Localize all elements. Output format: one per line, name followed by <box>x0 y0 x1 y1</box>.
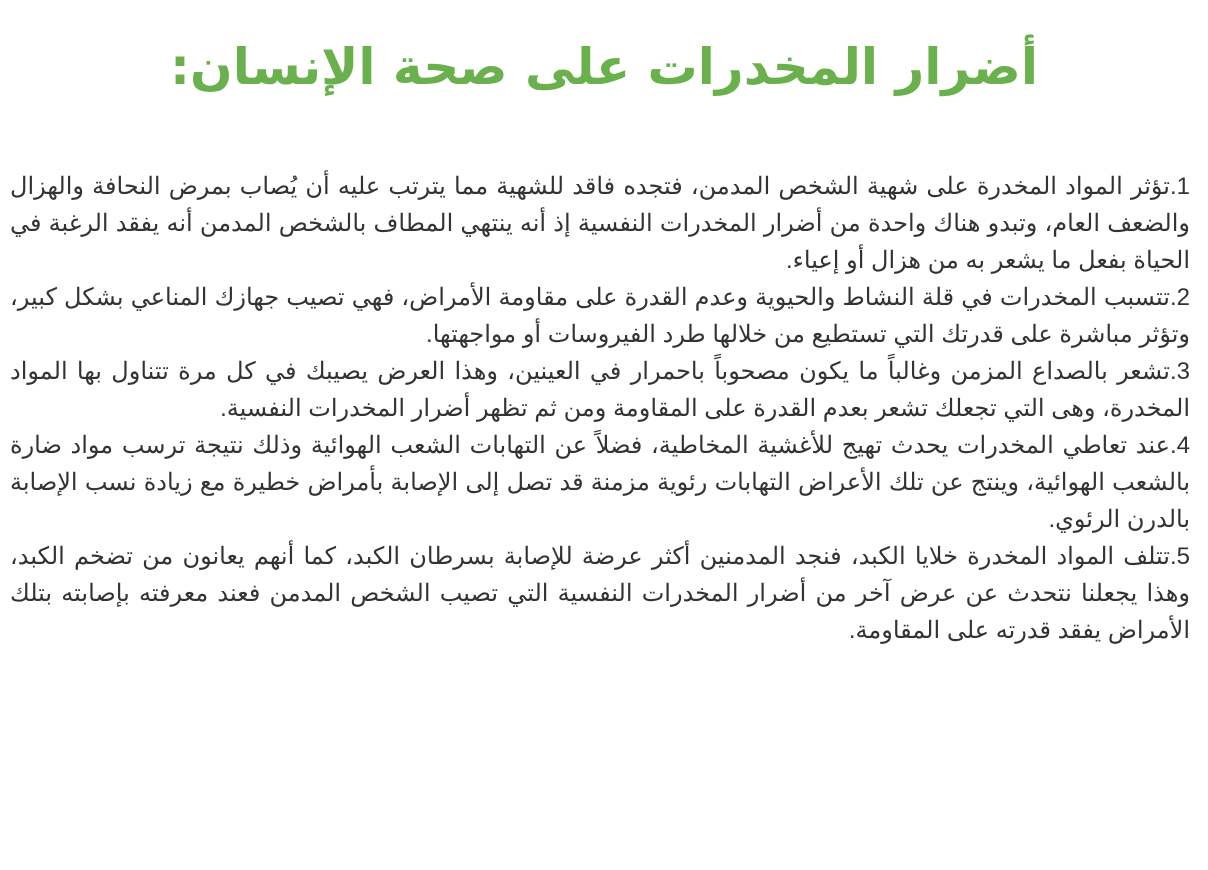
paragraph-4: 4.عند تعاطي المخدرات يحدث تهيج للأغشية المخاطية، فضلاً عن التهابات الشعب الهوائية وذلك نتيجة ترسب مواد ضارة بالشعب الهوائية، وينتج عن تلك الأعراض التهابات رئوية مزمنة قد تصل إلى الإصابة بأمراض خطيرة مع زيادة نسب الإصابة بالدرن الرئوي. <box>10 432 1191 533</box>
page-title: أضرار المخدرات على صحة الإنسان: <box>170 38 1038 96</box>
body-text <box>10 168 1190 649</box>
paragraph-1: 1.تؤثر المواد المخدرة على شهية الشخص المدمن، فتجده فاقد للشهية مما يترتب عليه أن يُصاب بمرض النحافة والهزال والضعف العام، وتبدو هناك واحدة من أضرار المخدرات النفسية إذ أنه ينتهي المطاف بالشخص المدمن أنه يفقد الرغبة في الحياة بفعل ما يشعر به من هزال أو إعياء. <box>10 173 1191 274</box>
paragraph-3: 3.تشعر بالصداع المزمن وغالباً ما يكون مصحوباً باحمرار في العينين، وهذا العرض يصيبك في كل مرة تتناول بها المواد المخدرة، وهى التي تجعلك تشعر بعدم القدرة على المقاومة ومن ثم تظهر أضرار المخدرات النفسية. <box>10 358 1190 422</box>
paragraph-2: 2.تتسبب المخدرات في قلة النشاط والحيوية وعدم القدرة على مقاومة الأمراض، فهي تصيب جهازك المناعي بشكل كبير، وتؤثر مباشرة على قدرتك التي تستطيع من خلالها طرد الفيروسات أو مواجهتها. <box>10 284 1190 348</box>
paragraph-5: 5.تتلف المواد المخدرة خلايا الكبد، فنجد المدمنين أكثر عرضة للإصابة بسرطان الكبد، كما أنهم يعانون من تضخم الكبد، وهذا يجعلنا نتحدث عن عرض آخر من أضرار المخدرات النفسية التي تصيب الشخص المدمن فعند معرفته بإصابته بتلك الأمراض يفقد قدرته على المقاومة. <box>10 543 1191 644</box>
